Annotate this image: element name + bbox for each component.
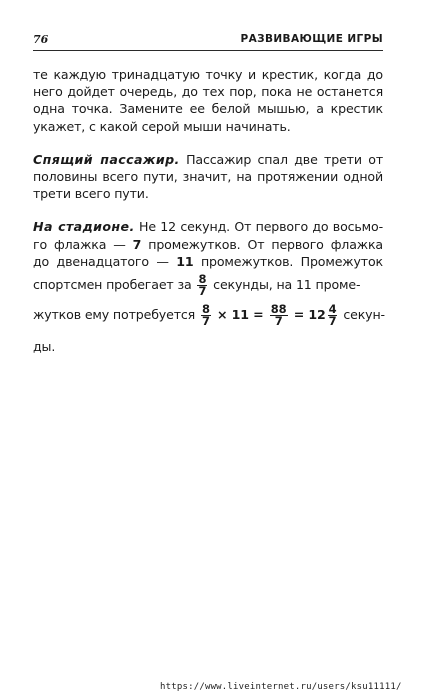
text-line: половины всего пути, значит, на протяжении одной	[33, 168, 383, 184]
text-line	[33, 253, 383, 270]
body-text	[33, 66, 383, 355]
fraction-denominator: 7	[198, 283, 207, 298]
text-line	[33, 151, 383, 168]
section-heading: Спящий пассажир.	[33, 151, 180, 167]
page-number: 76	[33, 33, 49, 46]
fraction-denominator: 7	[201, 313, 210, 328]
text-run: Не 12 секунд. От первого до восьмо-	[134, 219, 383, 235]
text-run: жутков ему потребуется	[33, 306, 199, 322]
fraction-numerator: 88	[270, 301, 287, 316]
fraction	[270, 301, 288, 328]
fraction-denominator: 7	[274, 313, 283, 328]
fraction	[197, 271, 207, 298]
bold-number: 7	[132, 236, 142, 252]
text-line: укажет, с какой серой мыши начинать.	[33, 118, 291, 134]
fraction	[328, 301, 338, 328]
paragraph-mice	[33, 66, 383, 135]
formula-operator: × 11 =	[212, 306, 268, 322]
text-run: секун-	[339, 306, 385, 322]
formula-line	[33, 300, 383, 330]
running-header: РАЗВИВАЮЩИЕ ИГРЫ	[240, 33, 383, 45]
text-run: промежутков. Промежуток	[193, 253, 383, 269]
text-line	[33, 236, 383, 253]
text-line: ды.	[33, 338, 56, 354]
footer-url: https://www.liveinternet.ru/users/ksu11111/	[160, 682, 402, 692]
formula-operator: = 12	[289, 306, 326, 322]
fraction	[201, 301, 211, 328]
text-line: трети всего пути.	[33, 186, 149, 202]
bold-number: 11	[176, 253, 194, 269]
fraction-numerator: 8	[201, 301, 210, 316]
fraction-denominator: 7	[328, 313, 337, 328]
text-line: одна точка. Замените ее белой мышью, а крестик	[33, 101, 383, 117]
text-run: до двенадцатого —	[33, 253, 177, 269]
header-rule	[33, 50, 383, 51]
fraction-numerator: 8	[198, 271, 207, 286]
paragraph-stadium	[33, 218, 383, 355]
paragraph-sleeping-passenger	[33, 151, 383, 203]
text-run: го флажка —	[33, 236, 133, 252]
text-run: промежутков. От первого флажка	[141, 236, 383, 252]
section-heading: На стадионе.	[33, 219, 135, 235]
text-run: спортсмен пробегает за	[33, 276, 196, 292]
formula-line	[33, 270, 383, 300]
text-run: секунды, на 11 проме-	[209, 276, 361, 292]
text-line	[33, 218, 383, 235]
text-line: него дойдет очередь, до тех пор, пока не останется	[33, 84, 383, 100]
fraction-numerator: 4	[328, 301, 337, 316]
text-run: Пассажир спал две трети от	[179, 151, 384, 167]
text-line: те каждую тринадцатую точку и крестик, когда до	[33, 67, 383, 82]
